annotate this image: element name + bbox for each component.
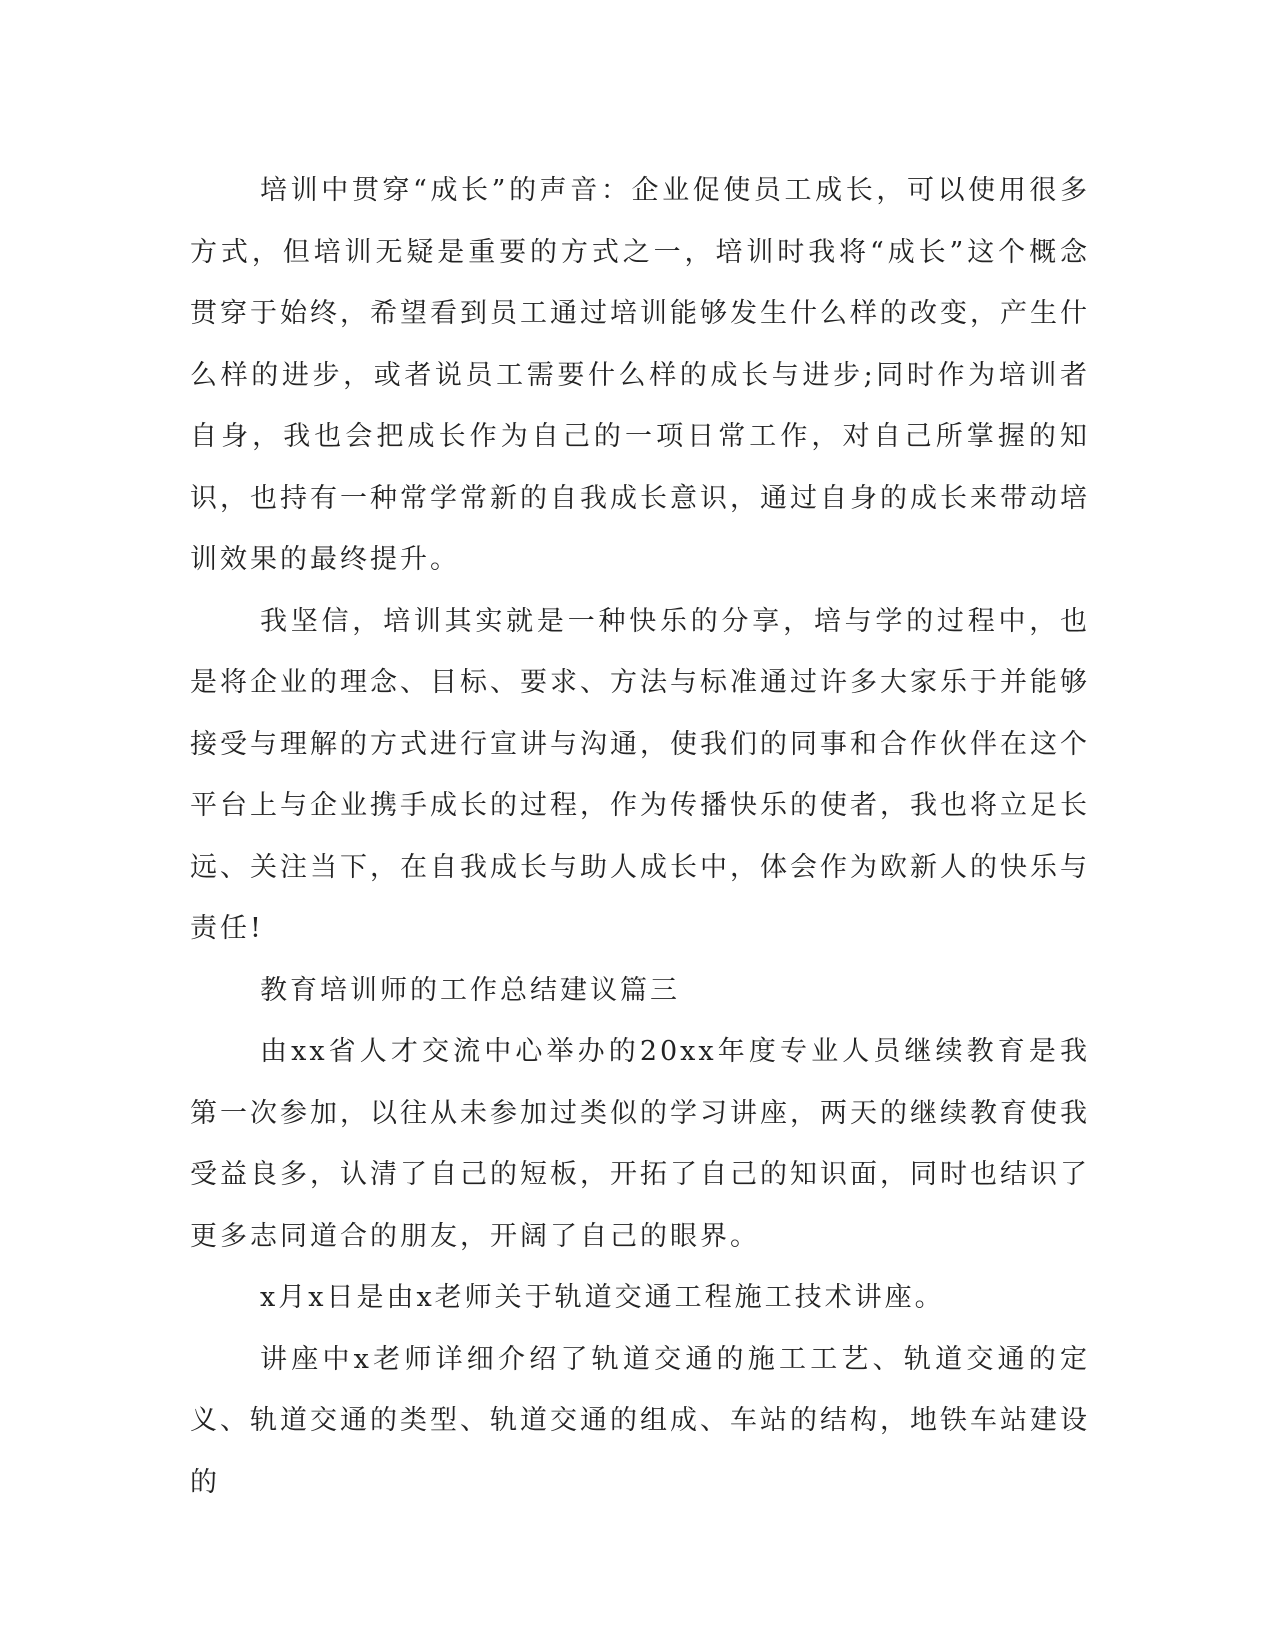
paragraph-lecture-content: 讲座中x老师详细介绍了轨道交通的施工工艺、轨道交通的定义、轨道交通的类型、轨道交通的组成、车站的结构，地铁车站建设的 [190, 1343, 1090, 1498]
document-body [190, 160, 1090, 1513]
paragraph-education: 由xx省人才交流中心举办的20xx年度专业人员继续教育是我第一次参加，以往从未参加过类似的学习讲座，两天的继续教育使我受益良多，认清了自己的短板，开拓了自己的知识面，同时也结识了更多志同道合的朋友，开阔了自己的眼界。 [190, 1036, 1090, 1252]
paragraph-lecture-date: x月x日是由x老师关于轨道交通工程施工技术讲座。 [260, 1282, 945, 1313]
paragraph-belief: 我坚信，培训其实就是一种快乐的分享，培与学的过程中，也是将企业的理念、目标、要求、方法与标准通过许多大家乐于并能够接受与理解的方式进行宣讲与沟通，使我们的同事和合作伙伴在这个平台上与企业携手成长的过程，作为传播快乐的使者，我也将立足长远、关注当下，在自我成长与助人成长中，体会作为欧新人的快乐与责任! [190, 605, 1090, 944]
section-heading: 教育培训师的工作总结建议篇三 [260, 974, 680, 1006]
paragraph-growth: 培训中贯穿“成长”的声音：企业促使员工成长，可以使用很多方式，但培训无疑是重要的方式之一，培训时我将“成长”这个概念贯穿于始终，希望看到员工通过培训能够发生什么样的改变，产生什么样的进步，或者说员工需要什么样的成长与进步;同时作为培训者自身，我也会把成长作为自己的一项日常工作，对自己所掌握的知识，也持有一种常学常新的自我成长意识，通过自身的成长来带动培训效果的最终提升。 [190, 175, 1090, 575]
